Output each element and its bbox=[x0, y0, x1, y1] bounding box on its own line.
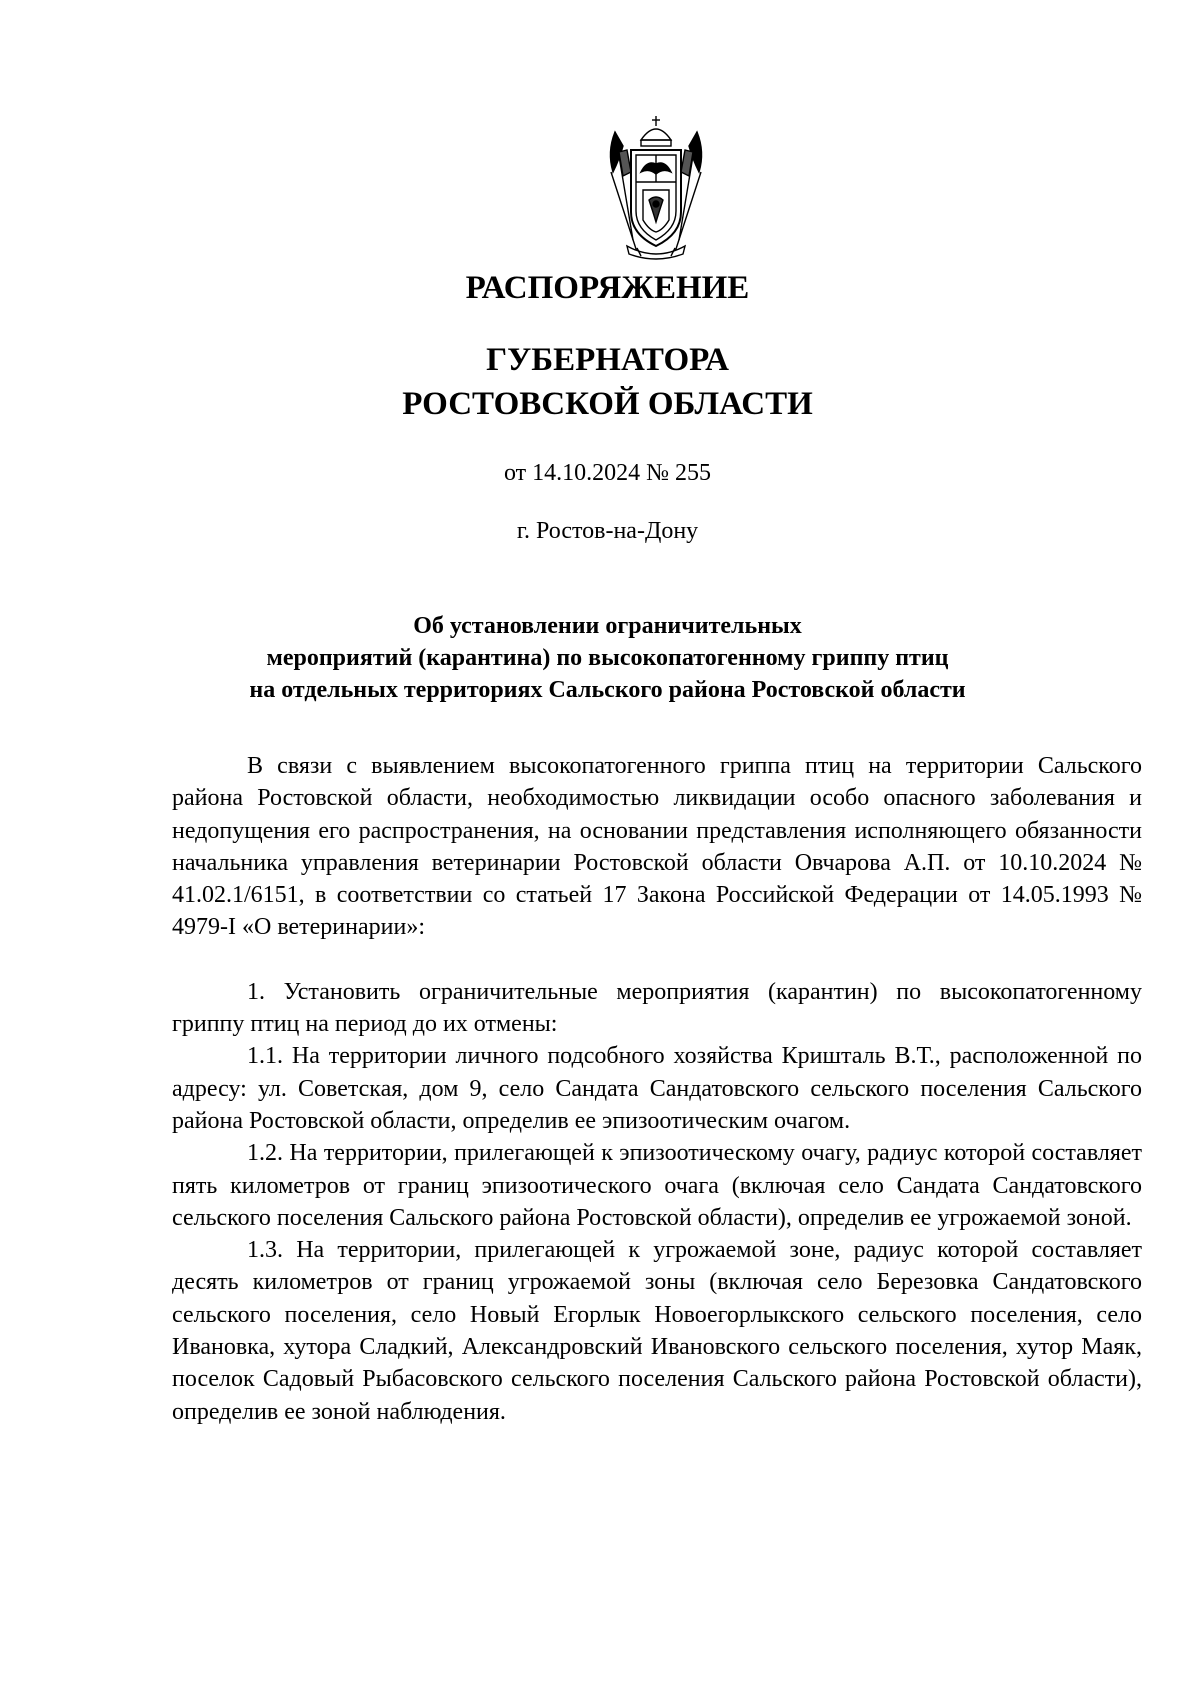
issuer-heading bbox=[0, 338, 1200, 426]
subject-line-3: на отдельных территориях Сальского района Ростовской области bbox=[249, 677, 966, 703]
document-city: г. Ростов-на-Дону bbox=[516, 518, 699, 544]
item-1-1-paragraph: 1.1. На территории личного подсобного хозяйства Кришталь В.Т., расположенной по адресу: ул. Советская, дом 9, село Сандата Сандатовского сельского поселения Сальского района Ростовской области, определив ее эпизоотическим очагом. bbox=[172, 1043, 1142, 1134]
document-subject bbox=[0, 610, 1200, 706]
item-1-2-paragraph: 1.2. На территории, прилегающей к эпизоотическому очагу, радиус которой составляет пять километров от границ эпизоотического очага (включая село Сандата Сандатовского сельского поселения Сальского района Ростовской области), определив ее угрожаемой зоной. bbox=[172, 1140, 1142, 1231]
document-body bbox=[172, 750, 1142, 1428]
item-1-3-paragraph: 1.3. На территории, прилегающей к угрожаемой зоне, радиус которой составляет десять километров от границ угрожаемой зоны (включая село Березовка Сандатовского сельского поселения, село Новый Егорлык Новоегорлыкского сельского поселения, село Ивановка, хутора Сладкий, Александровский Ивановского сельского поселения, хутор Маяк, поселок Садовый Рыбасовского сельского поселения Сальского района Ростовской области), определив ее зоной наблюдения. bbox=[172, 1237, 1142, 1425]
document-type-heading: РАСПОРЯЖЕНИЕ bbox=[465, 270, 750, 306]
issuer-line-2: РОСТОВСКОЙ ОБЛАСТИ bbox=[402, 386, 813, 422]
preamble-paragraph: В связи с выявлением высокопатогенного гриппа птиц на территории Сальского района Ростовской области, необходимостью ликвидации особо опасного заболевания и недопущения его распространения, на основании представления исполняющего обязанности начальника управления ветеринарии Ростовской области Овчарова А.П. от 10.10.2024 № 41.02.1/6151, в соответствии со статьей 17 Закона Российской Федерации от 14.05.1993 № 4979-I «О ветеринарии»: bbox=[172, 753, 1142, 941]
subject-line-2: мероприятий (карантина) по высокопатогенному гриппу птиц bbox=[266, 645, 949, 671]
item-1-paragraph: 1. Установить ограничительные мероприятия (карантин) по высокопатогенному гриппу птиц на период до их отмены: bbox=[172, 978, 1142, 1038]
issuer-line-1: ГУБЕРНАТОРА bbox=[486, 342, 729, 378]
subject-line-1: Об установлении ограничительных bbox=[413, 613, 802, 639]
coat-of-arms-icon bbox=[597, 112, 715, 262]
document-date-number: от 14.10.2024 № 255 bbox=[503, 460, 712, 486]
